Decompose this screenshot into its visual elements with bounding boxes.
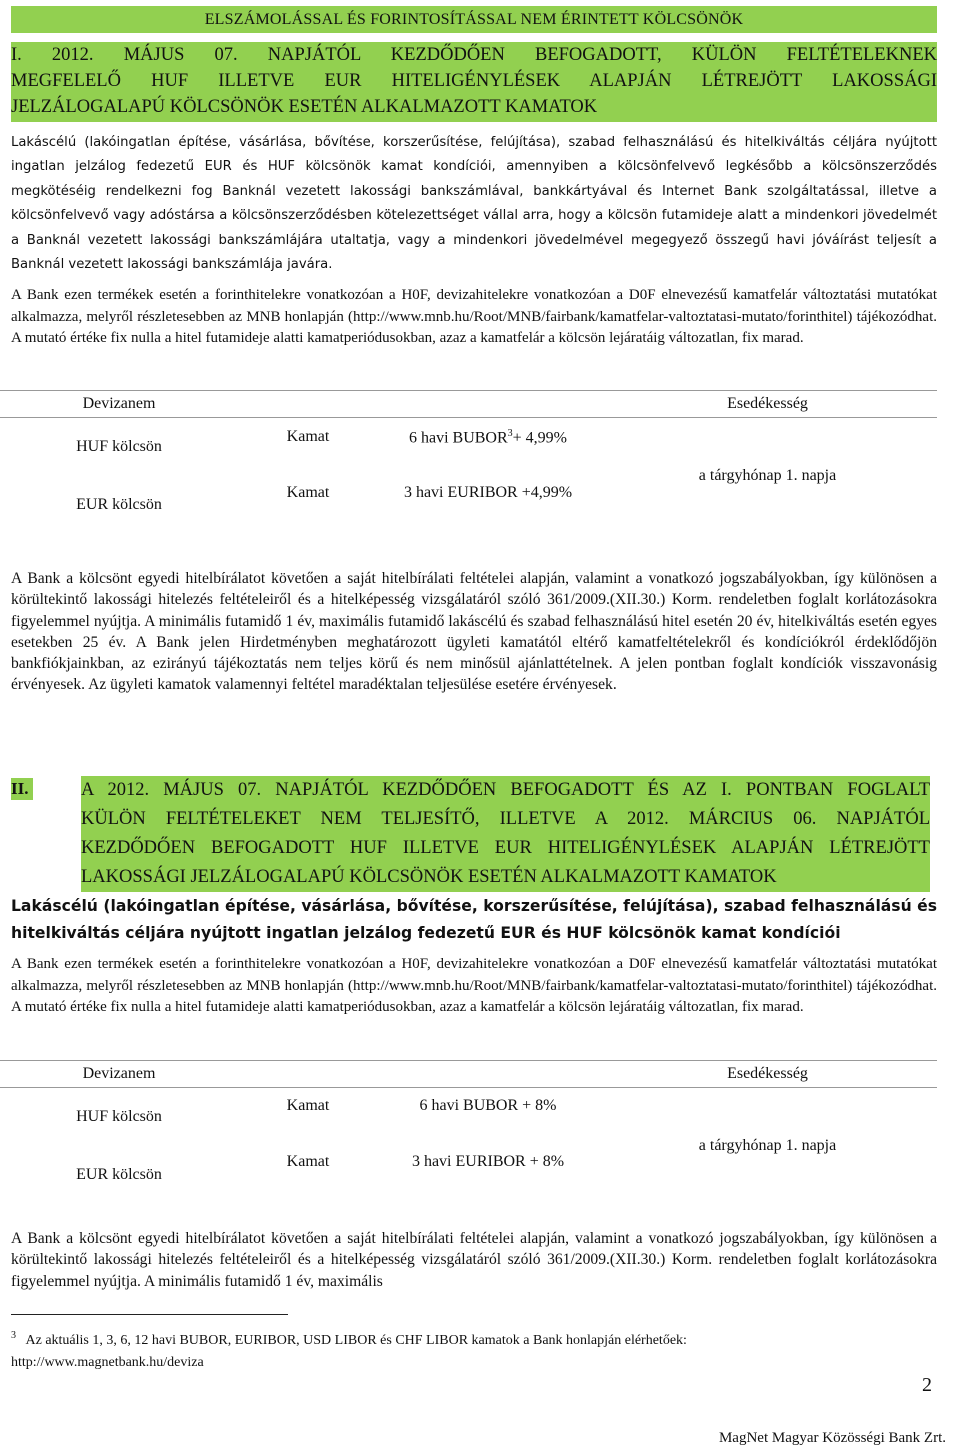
section-2-rate-table [0, 1060, 937, 1204]
rate-value: 6 havi $BUBOR^3+ 4,99\%$ [408, 428, 568, 447]
section-2-number: II. [11, 778, 33, 800]
table-row [0, 1088, 937, 1146]
document-banner: ELSZÁMOLÁSSAL ÉS FORINTOSÍTÁSSAL NEM ÉRINTETT KÖLCSÖNÖK [11, 6, 937, 33]
section-2-title-line: LAKOSSÁGI JELZÁLOGALAPÚ KÖLCSÖNÖK ESETÉN ALKALMAZOTT KAMATOK [81, 867, 777, 887]
loan-name: EUR kölcsön [76, 495, 162, 513]
rate-type: Kamat [286, 428, 330, 445]
section-1-rate-table [0, 390, 937, 534]
rate-value: 6 havi BUBOR + 8% [419, 1097, 557, 1114]
rate-type: Kamat [286, 1152, 330, 1170]
header-due: Esedékesség [598, 391, 937, 418]
subheading-line: Lakáscélú (lakóingatlan építése, vásárlása, bővítése, korszerűsítése, felújítása), szabad felhasználású és [11, 897, 937, 915]
section-2-title-line: A 2012. MÁJUS 07. NAPJÁTÓL KEZDŐDŐEN BEFOGADOTT ÉS AZ I. PONTBAN FOGLALT [81, 780, 930, 800]
subheading-line: hitelkiváltás céljára nyújtott ingatlan jelzálog fedezetű EUR és HUF kölcsönök kamat kondíciói [11, 924, 841, 942]
table-header-row [0, 1061, 937, 1088]
loan-name: EUR kölcsön [76, 1165, 162, 1183]
section-1-title-line: I. 2012. MÁJUS 07. NAPJÁTÓL KEZDŐDŐEN BEFOGADOTT, KÜLÖN FELTÉTELEKNEK [11, 45, 937, 65]
section-2-title-line: KÜLÖN FELTÉTELEKET NEM TELJESÍTŐ, ILLETVE A 2012. MÁRCIUS 06. NAPJÁTÓL [81, 809, 930, 829]
footnote-divider [11, 1314, 288, 1315]
section-1-bank-terms: A Bank a kölcsönt egyedi hitelbírálatot követően a saját hitelbírálati feltételei alapján, valamint a vonatkozó jogszabályokban, így különösen a körültekintő lakossági hitelezés feltételeiről és a hitelképesség vizsgálatáról szóló 361/2009.(XII.30.) Korm. rendeletben foglalt korlátozásokra figyelemmel nyújtja. A minimális futamidő 1 év, maximális futamidő lakáscélú és szabad felhasználású hitel esetén 20 év, hitelkiváltás esetén egyes esetekben 25 év. A Bank jelen Hirdetményben meghatározott ügyleti kamatától eltérő kamatfeltételekről és kondíciókról érdeklődőjön bankfiókjainkban, az ezirányú tájékoztatás nem teljes körű és nem minősül ajánlattételnek. A jelen pontban foglalt kondíciók visszavonásig érvényesek. Az ügyleti kamatok valamennyi feltétel maradéktalan teljesülése esetére érvényesek. [11, 570, 937, 694]
rate-value: 3 havi EURIBOR + 8% [411, 1152, 565, 1170]
section-1-title-line: JELZÁLOGALAPÚ KÖLCSÖNÖK ESETÉN ALKALMAZOTT KAMATOK [11, 97, 598, 117]
rate-type: Kamat [286, 1097, 330, 1114]
section-2-index-note: A Bank ezen termékek esetén a forinthitelekre vonatkozóan a H0F, devizahitelekre vonatkozóan a D0F elnevezésű kamatfelár változtatási mutatókat alkalmazza, melyről részletesebben az MNB honlapján (http://www.mnb.hu/Root/MNB/fairbank/kamatfelar-valtoztatasi-mutato/forinthitel) tájékozódhat. A mutató értéke fix nulla a hitel futamideje alatti kamatperiódusokban, azaz a kamatfelár a kölcsön lejáratáig változatlan, fix marad. [11, 956, 937, 1016]
section-2-title [81, 776, 930, 892]
loan-name: HUF kölcsön [76, 437, 162, 455]
loan-name: HUF kölcsön [76, 1107, 162, 1125]
section-2-title-line: KEZDŐDŐEN BEFOGADOTT HUF ILLETVE EUR HITELIGÉNYLÉSEK ALAPJÁN LÉTREJÖTT [81, 838, 930, 858]
due-date: a tárgyhónap 1. napja [698, 1136, 837, 1154]
section-1-title-line: MEGFELELŐ HUF ILLETVE EUR HITELIGÉNYLÉSEK ALAPJÁN LÉTREJÖTT LAKOSSÁGI [11, 71, 937, 91]
section-2-subheading [11, 893, 937, 947]
table-header-row [0, 391, 937, 418]
header-due: Esedékesség [598, 1061, 937, 1088]
section-1-index-note: A Bank ezen termékek esetén a forinthitelekre vonatkozóan a H0F, devizahitelekre vonatkozóan a D0F elnevezésű kamatfelár változtatási mutatókat alkalmazza, melyről részletesebben az MNB honlapján (http://www.mnb.hu/Root/MNB/fairbank/kamatfelar-valtoztatasi-mutato/forinthitel) tájékozódhat. A mutató értéke fix nulla a hitel futamideje alatti kamatperiódusokban, azaz a kamatfelár a kölcsön lejáratáig változatlan, fix marad. [11, 287, 937, 347]
footnote-link[interactable]: http://www.magnetbank.hu/deviza [11, 1354, 204, 1370]
page-footer: MagNet Magyar Közösségi Bank Zrt. [718, 1430, 946, 1446]
footnote-text: Az aktuális 1, 3, 6, 12 havi BUBOR, EURIBOR, USD LIBOR és CHF LIBOR kamatok a Bank honlapján elérhetőek: [25, 1332, 687, 1348]
rate-value: 3 havi EURIBOR +4,99% [403, 483, 573, 501]
header-currency: Devizanem [0, 1061, 238, 1088]
section-1-title [11, 42, 937, 122]
header-currency: Devizanem [0, 391, 238, 418]
section-1-purpose: Lakáscélú (lakóingatlan építése, vásárlása, bővítése, korszerűsítése, felújítása), szabad felhasználású és hitelkiváltás céljára nyújtott ingatlan jelzálog fedezetű EUR és HUF kölcsönök kamat kondíciói, amennyiben a kölcsönfelvevő legkésőbb a kölcsönszerződés megkötéséig rendelkezni fog Banknál vezetett lakossági bankszámlával, bankkártyával és Internet Bank szolgáltatással, illetve a kölcsönfelvevő vagy adóstársa a kölcsönszerződésben kötelezettséget vállal arra, hogy a kölcsön futamideje alatt a mindenkori jövedelmét a Banknál vezetett lakossági bankszámlájára utaltatja, vagy a mindenkori jövedelmével megegyező összegű havi jóváírást teljesít a Banknál vezetett lakossági bankszámlája javára. [11, 135, 937, 273]
footnote-mark: 3 [11, 1330, 16, 1341]
rate-type: Kamat [286, 483, 330, 501]
section-2-bank-terms: A Bank a kölcsönt egyedi hitelbírálatot követően a saját hitelbírálati feltételei alapján, valamint a vonatkozó jogszabályokban, így különösen a körültekintő lakossági hitelezés feltételeiről és a hitelképesség vizsgálatáról szóló 361/2009.(XII.30.) Korm. rendeletben foglalt korlátozásokra figyelemmel nyújtja. A minimális futamidő 1 év, maximális [11, 1230, 937, 1290]
due-date: a tárgyhónap 1. napja [698, 466, 837, 484]
page-number: 2 [922, 1374, 932, 1396]
footnote [11, 1325, 911, 1374]
table-row [0, 418, 937, 476]
